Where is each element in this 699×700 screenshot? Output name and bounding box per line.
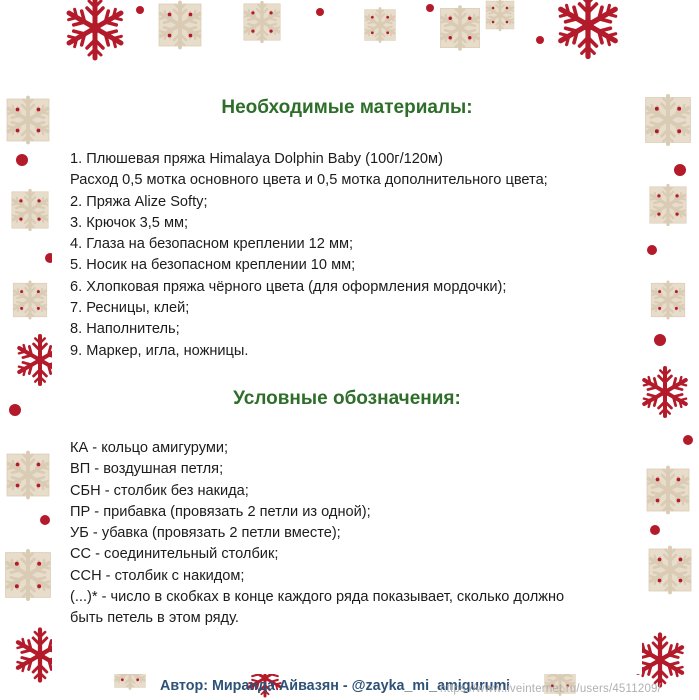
list-item: КА - кольцо амигуруми;	[70, 440, 229, 456]
snowflake-icon	[650, 282, 686, 318]
snowflake-icon	[485, 0, 515, 30]
snowflake-icon	[6, 453, 51, 498]
snowflake-icon	[11, 191, 50, 230]
list-item: ССН - столбик с накидом;	[70, 567, 245, 584]
list-item: 7. Ресницы, клей;	[70, 300, 190, 317]
snowflake-icon	[364, 9, 397, 42]
list-item: Расход 0,5 мотка основного цвета и 0,5 мотка дополнительного цвета;	[70, 172, 548, 189]
snowflake-icon	[644, 96, 692, 144]
list-item: быть петель в этом ряду.	[70, 610, 239, 627]
snowflake-icon	[641, 368, 689, 416]
legend-list	[70, 438, 564, 630]
list-item: 4. Глаза на безопасном креплении 12 мм;	[70, 236, 354, 253]
list-item: СС - соединительный столбик;	[70, 546, 279, 563]
materials-heading: Необходимые материалы:	[221, 97, 473, 118]
snowflake-icon	[12, 282, 48, 318]
list-item: 1. Плюшевая пряжа Himalaya Dolphin Baby (100г/120м)	[70, 151, 443, 167]
list-item: 5. Носик на безопасном креплении 10 мм;	[70, 257, 356, 274]
watermark-url: https://www.liveinternet.ru/users/4511209/	[440, 683, 662, 695]
list-item: ПР - прибавка (провязать 2 петли из одной);	[70, 503, 371, 520]
materials-list	[70, 149, 548, 362]
list-item: ВП - воздушная петля;	[70, 461, 224, 478]
snowflake-icon	[649, 186, 688, 225]
list-item: 2. Пряжа Alize Softy;	[70, 193, 208, 210]
snowflake-icon	[65, 0, 125, 58]
snowflake-icon	[243, 2, 282, 41]
snowflake-icon	[557, 0, 620, 57]
author-credit: Автор: Миранда Айвазян - @zayka_mi_amigurumi	[160, 678, 511, 694]
list-item: 6. Хлопковая пряжа чёрного цвета (для оформления мордочки);	[70, 278, 507, 295]
legend-heading: Условные обозначения:	[233, 388, 461, 409]
snowflake-icon	[648, 548, 693, 593]
snowflake-icon	[158, 3, 203, 48]
snowflake-icon	[6, 98, 51, 143]
list-item: 9. Маркер, игла, ножницы.	[70, 342, 249, 359]
snowflake-icon	[646, 468, 691, 513]
list-item: СБН - столбик без накида;	[70, 482, 249, 499]
list-item: 8. Наполнитель;	[70, 321, 180, 338]
snowflake-icon	[4, 551, 52, 599]
list-item: УБ - убавка (провязать 2 петли вместе);	[70, 525, 341, 542]
list-item: 3. Крючок 3,5 мм;	[70, 214, 189, 231]
list-item: (...)* - число в скобках в конце каждого ряда показывает, сколько должно	[70, 589, 565, 606]
snowflake-icon	[439, 7, 481, 49]
snowflake-icon	[635, 635, 686, 686]
